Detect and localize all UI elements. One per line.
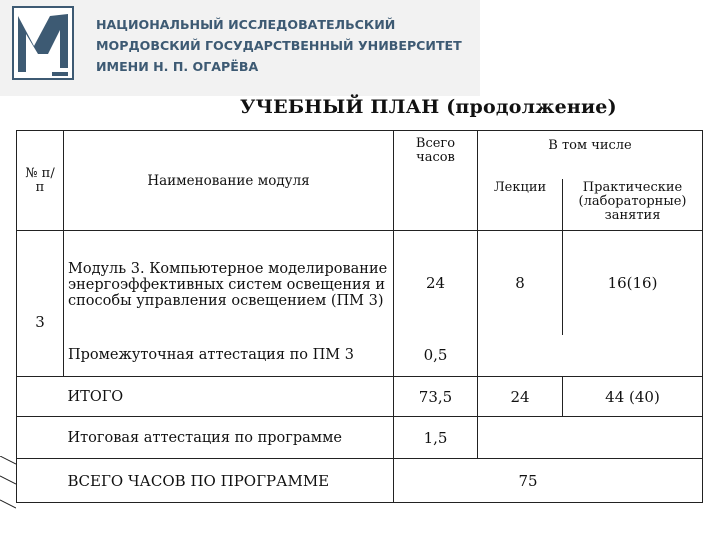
university-name-line-1: НАЦИОНАЛЬНЫЙ ИССЛЕДОВАТЕЛЬСКИЙ: [96, 17, 396, 32]
final-attestation-practical: [563, 417, 703, 459]
itogo-total: 73,5: [394, 377, 478, 417]
table-row-grand-total: [17, 459, 703, 503]
final-attestation-lectures: [478, 417, 563, 459]
table-row-module-3: [17, 231, 703, 335]
module-total-hours: 24: [394, 231, 478, 335]
header-module-name: Наименование модуля: [64, 131, 394, 231]
itogo-lectures: 24: [478, 377, 563, 417]
final-attestation-number: [17, 417, 64, 459]
decorative-corner-lines: [0, 456, 16, 540]
intermediate-attestation-name: Промежуточная аттестация по ПМ 3: [64, 335, 394, 377]
header-practical: Практические (лабораторные) занятия: [563, 179, 703, 231]
itogo-practical: 44 (40): [563, 377, 703, 417]
header-lectures: Лекции: [478, 179, 563, 231]
grand-total-number: [17, 459, 64, 503]
grand-total-name: ВСЕГО ЧАСОВ ПО ПРОГРАММЕ: [64, 459, 394, 503]
university-name-line-3: ИМЕНИ Н. П. ОГАРЁВА: [96, 59, 259, 74]
table-header-row: [17, 131, 703, 179]
intermediate-attestation-lectures: [478, 335, 563, 377]
grand-total-hours: 75: [394, 459, 703, 503]
itogo-name: ИТОГО: [64, 377, 394, 417]
university-logo-icon: [12, 6, 74, 80]
curriculum-table: [16, 130, 703, 503]
table-row-itogo: [17, 377, 703, 417]
header-number: № п/п: [17, 131, 64, 231]
university-name: [96, 14, 462, 77]
table-row-intermediate: [17, 335, 703, 377]
module-practical: 16(16): [563, 231, 703, 335]
intermediate-attestation-practical: [563, 335, 703, 377]
table-row-final-attestation: [17, 417, 703, 459]
header-total-hours: Всего часов: [394, 131, 478, 231]
row-number: 3: [17, 231, 64, 377]
university-name-line-2: МОРДОВСКИЙ ГОСУДАРСТВЕННЫЙ УНИВЕРСИТЕТ: [96, 38, 462, 53]
header-including: В том числе: [478, 131, 703, 179]
module-lectures: 8: [478, 231, 563, 335]
header-banner: [0, 0, 480, 96]
page-title: УЧЕБНЫЙ ПЛАН (продолжение): [240, 96, 617, 118]
intermediate-attestation-total: 0,5: [394, 335, 478, 377]
final-attestation-name: Итоговая аттестация по программе: [64, 417, 394, 459]
itogo-number: [17, 377, 64, 417]
final-attestation-total: 1,5: [394, 417, 478, 459]
module-name: Модуль 3. Компьютерное моделирование энергоэффективных систем освещения и способы управления освещением (ПМ 3): [64, 231, 394, 335]
